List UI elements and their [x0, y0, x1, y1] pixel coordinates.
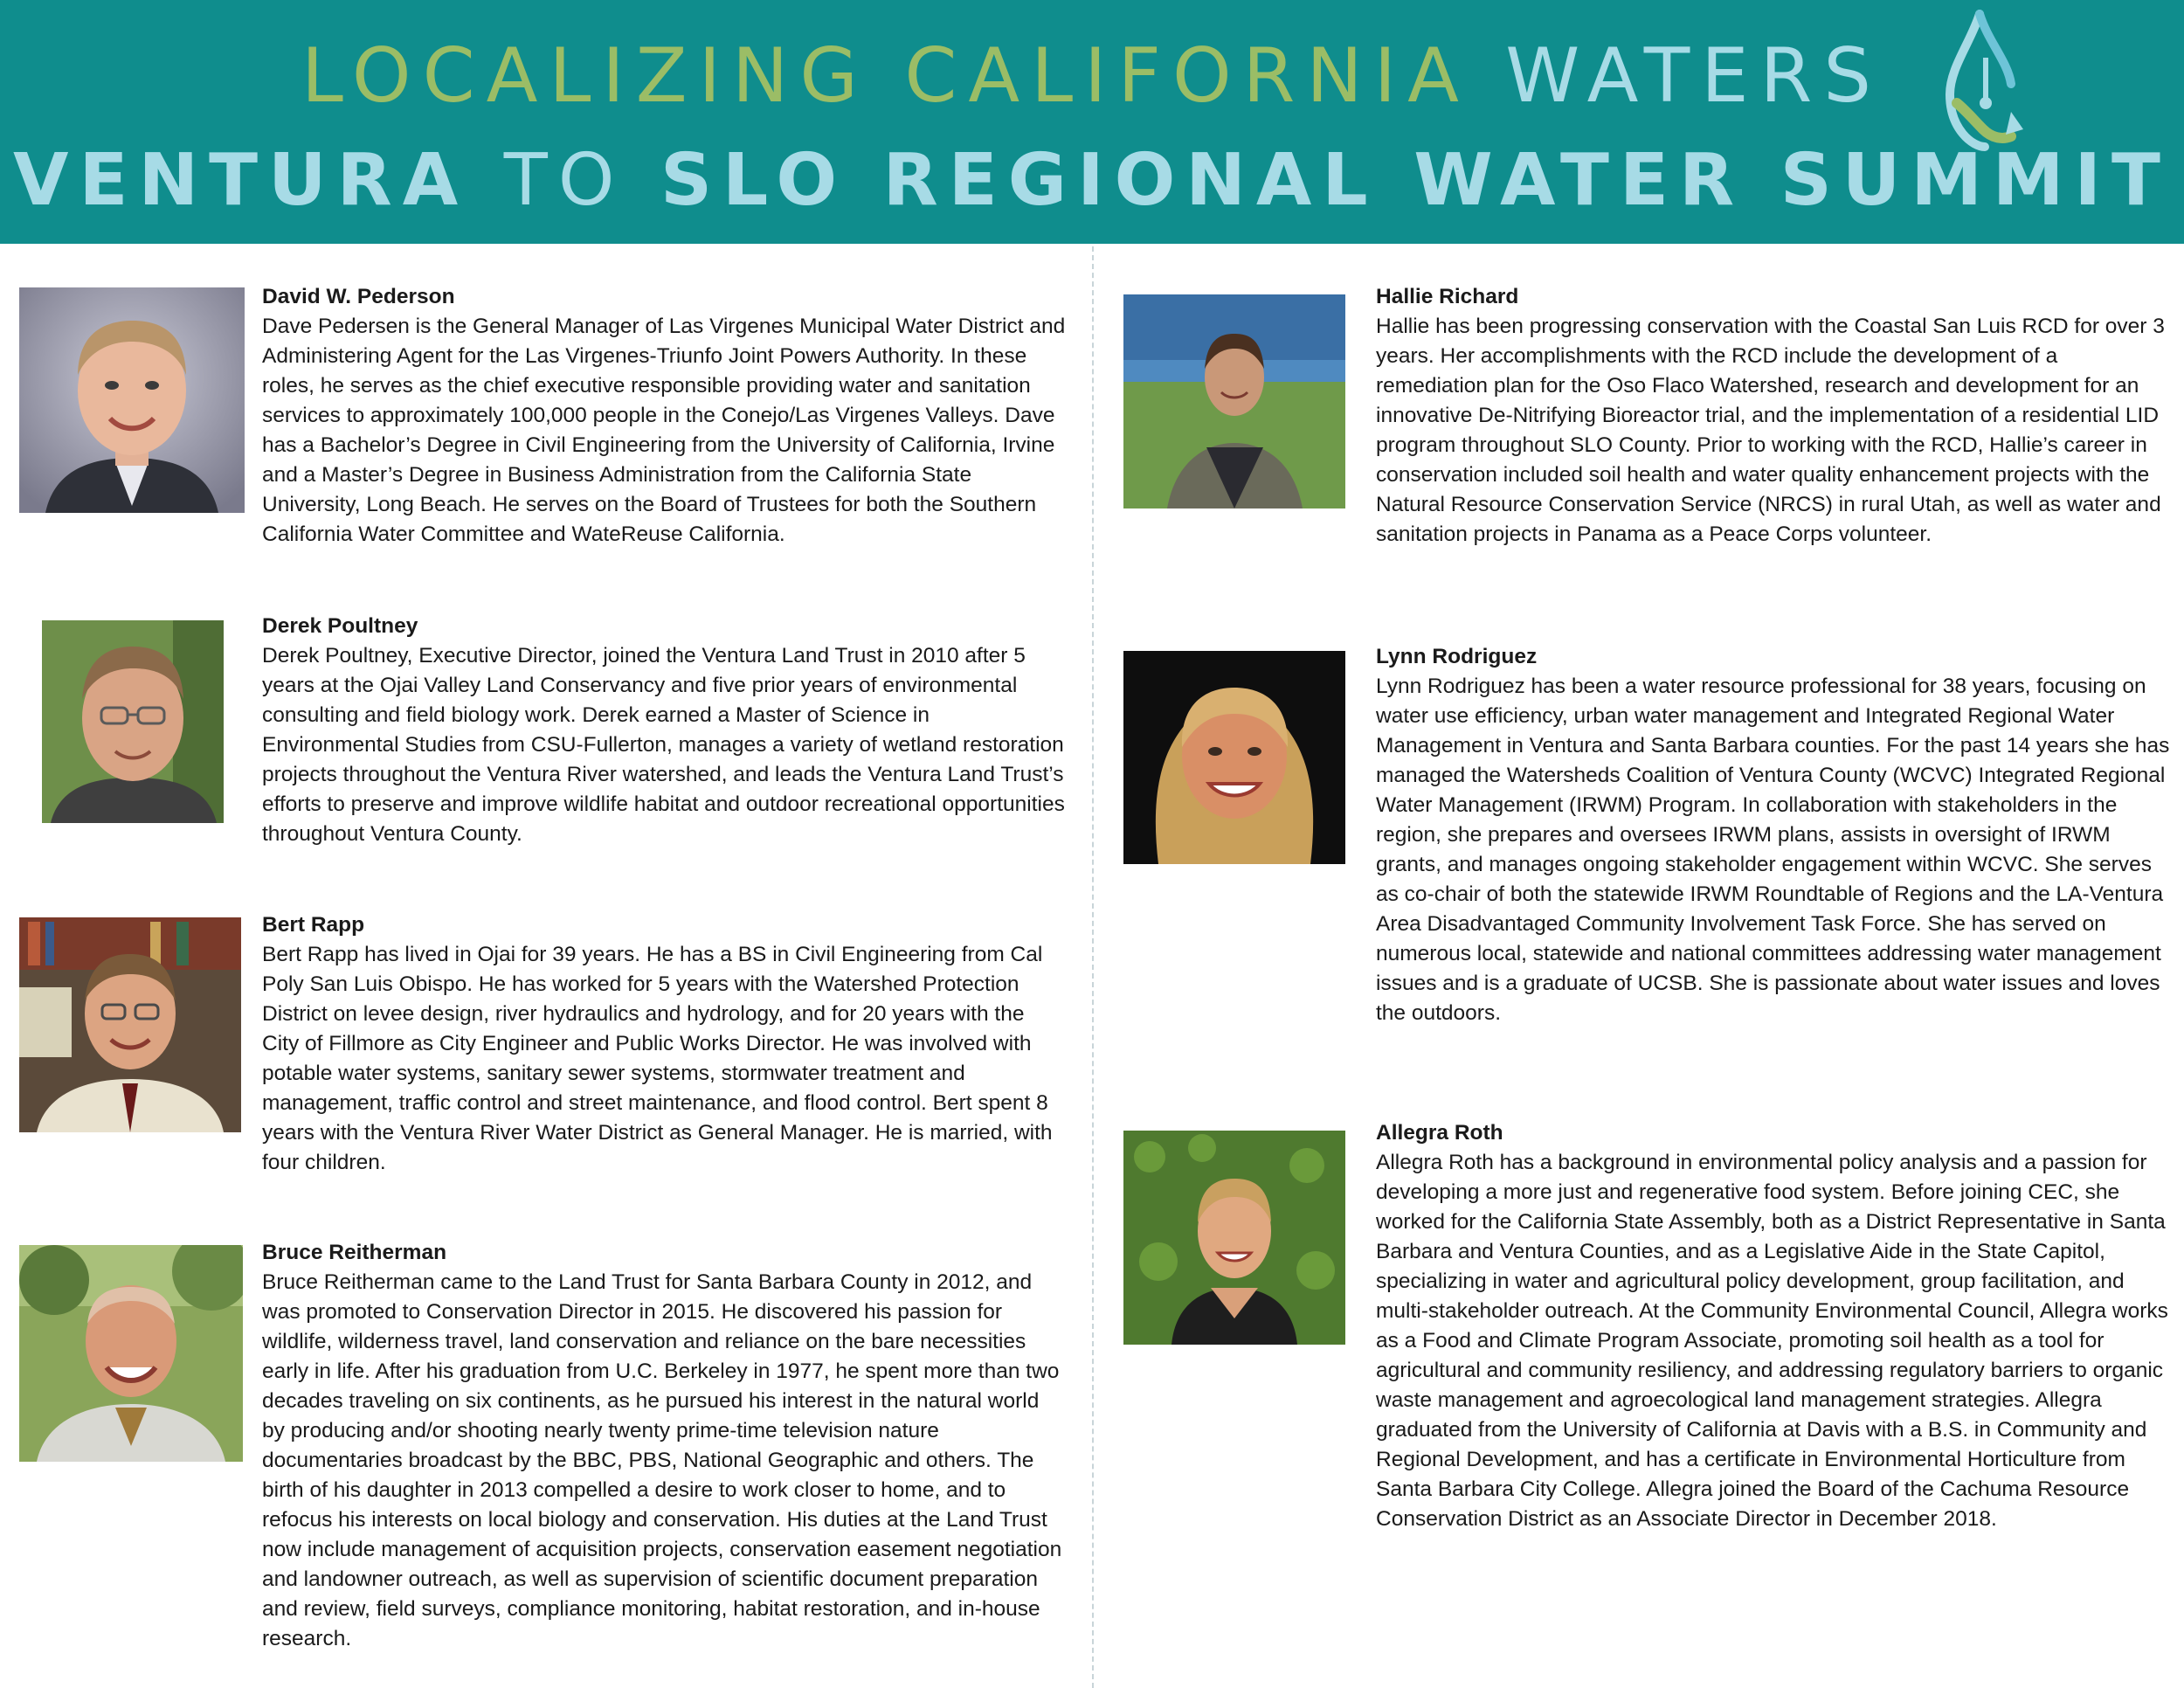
speaker-bio-rapp	[262, 910, 1066, 1178]
speaker-photo-roth	[1123, 1131, 1345, 1345]
subtitle-part-2: TO	[503, 139, 625, 222]
speaker-bio-poultney	[262, 612, 1066, 849]
speaker-name: Derek Poultney	[262, 614, 418, 638]
event-subtitle	[0, 133, 2184, 229]
subtitle-part-1: VENTURA	[13, 139, 504, 222]
speaker-bio-text: Hallie has been progressing conservation with the Coastal San Luis RCD for over 3 years. Her accomplishments with the RCD include the development of a remediation plan for the Oso Flaco Watershed, research and development for an innovative De-Nitrifying Bioreactor trial, and the implementation of a residential LID program throughout SLO County. Prior to working with the RCD, Hallie’s career in conservation included soil health and water quality enhancement projects with the Natural Resource Conservation Service (NRCS) in rural Utah, as well as water and sanitation projects in Panama as a Peace Corps volunteer.	[1376, 315, 2165, 546]
speaker-bio-text: Derek Poultney, Executive Director, joined the Ventura Land Trust in 2010 after 5 years at the Ojai Valley Land Conservancy and five prior years of environmental consulting and field biology work. Derek earned a Master of Science in Environmental Studies from CSU-Fullerton, manages a variety of wetland restoration projects throughout the Ventura River watershed, and leads the Ventura Land Trust’s efforts to preserve and improve wildlife habitat and outdoor recreational opportunities throughout Ventura County.	[262, 644, 1065, 846]
column-divider	[1092, 246, 1094, 1688]
speaker-name: Allegra Roth	[1376, 1121, 1503, 1145]
speaker-photo-rodriguez	[1123, 651, 1345, 864]
speaker-photo-pederson	[19, 287, 245, 513]
speaker-name: Lynn Rodriguez	[1376, 645, 1538, 668]
title-part-1: LOCALIZING CALIFORNIA	[301, 32, 1506, 120]
speaker-bio-pederson	[262, 282, 1066, 550]
event-title	[0, 28, 2184, 124]
speaker-photo-reitherman	[19, 1245, 243, 1462]
speaker-name: Bruce Reitherman	[262, 1241, 447, 1264]
subtitle-part-3: SLO REGIONAL WATER SUMMIT	[625, 139, 2171, 222]
speaker-name: David W. Pederson	[262, 285, 455, 308]
speaker-photo-rapp	[19, 917, 241, 1132]
water-drop-california-icon	[1931, 7, 2031, 156]
speaker-photo-poultney	[42, 620, 224, 823]
speaker-name: Hallie Richard	[1376, 285, 1519, 308]
speaker-photo-richard	[1123, 294, 1345, 508]
speaker-bio-reitherman	[262, 1238, 1066, 1654]
title-part-2: WATERS	[1505, 32, 1883, 120]
speaker-bio-text: Dave Pedersen is the General Manager of Las Virgenes Municipal Water District and Administering Agent for the Las Virgenes-Triunfo Joint Powers Authority. In these roles, he serves as the chief executive responsible providing water and sanitation services to approximately 100,000 people in the Conejo/Las Virgenes Valleys. Dave has a Bachelor’s Degree in Civil Engineering from the University of California, Irvine and a Master’s Degree in Business Administration from the California State University, Long Beach. He serves on the Board of Trustees for both the Southern California Water Committee and WateReuse California.	[262, 315, 1066, 546]
header-banner	[0, 0, 2184, 244]
speaker-bio-richard	[1376, 282, 2171, 550]
speaker-bio-text: Allegra Roth has a background in environmental policy analysis and a passion for developing a more just and regenerative food system. Before joining CEC, she worked for the California State Assembly, both as a District Representative in Santa Barbara and Ventura Counties, and as a Legislative Aide in the State Capitol, specializing in water and agricultural policy development, group facilitation, and multi-stakeholder outreach. At the Community Environmental Council, Allegra works as a Food and Climate Program Associate, promoting soil health as a tool for agricultural and community resiliency, and addressing regulatory barriers to organic waste management and agroecological land management strategies. Allegra graduated from the University of California at Davis with a B.S. in Community and Regional Development, and has a certificate in Environmental Horticulture from Santa Barbara City College. Allegra joined the Board of the Cachuma Resource Conservation District as an Associate Director in December 2018.	[1376, 1151, 2168, 1531]
speaker-bio-text: Lynn Rodriguez has been a water resource professional for 38 years, focusing on water use efficiency, urban water management and Integrated Regional Water Management in Ventura and Santa Barbara counties. For the past 14 years she has managed the Watersheds Coalition of Ventura County (WCVC) Integrated Regional Water Management (IRWM) Program. In collaboration with stakeholders in the region, she prepares and oversees IRWM plans, assists in oversight of IRWM grants, and manages ongoing stakeholder engagement within WCVC. She serves as co-chair of both the statewide IRWM Roundtable of Regions and the LA-Ventura Area Disadvantaged Community Involvement Task Force. She has served on numerous local, statewide and national committees addressing water management issues and is a graduate of UCSB. She is passionate about water issues and loves the outdoors.	[1376, 675, 2170, 1025]
speaker-bio-text: Bert Rapp has lived in Ojai for 39 years. He has a BS in Civil Engineering from Cal Poly San Luis Obispo. He has worked for 5 years with the Watershed Protection District on levee design, river hydraulics and hydrology, and for 20 years with the City of Fillmore as City Engineer and Public Works Director. He was involved with potable water systems, sanitary sewer systems, stormwater treatment and management, traffic control and street maintenance, and flood control. Bert spent 8 years with the Ventura River Water District as General Manager. He is married, with four children.	[262, 943, 1053, 1174]
speaker-name: Bert Rapp	[262, 913, 365, 937]
speaker-bio-text: Bruce Reitherman came to the Land Trust for Santa Barbara County in 2012, and was promoted to Conservation Director in 2015. He discovered his passion for wildlife, wilderness travel, land conservation and reliance on the bare necessities early in life. After his graduation from U.C. Berkeley in 1977, he spent more than two decades traveling on six continents, as he pursued his interest in the natural world by producing and/or shooting nearly twenty prime-time television nature documentaries broadcast by the BBC, PBS, National Geographic and others. The birth of his daughter in 2013 compelled a desire to work closer to home, and to refocus his interests on local biology and conservation. His duties at the Land Trust now include management of acquisition projects, conservation easement negotiation and landowner outreach, as well as supervision of scientific document preparation and review, field surveys, compliance monitoring, habitat restoration, and in-house research.	[262, 1270, 1062, 1650]
speaker-bio-roth	[1376, 1118, 2171, 1534]
speaker-bio-rodriguez	[1376, 642, 2171, 1028]
